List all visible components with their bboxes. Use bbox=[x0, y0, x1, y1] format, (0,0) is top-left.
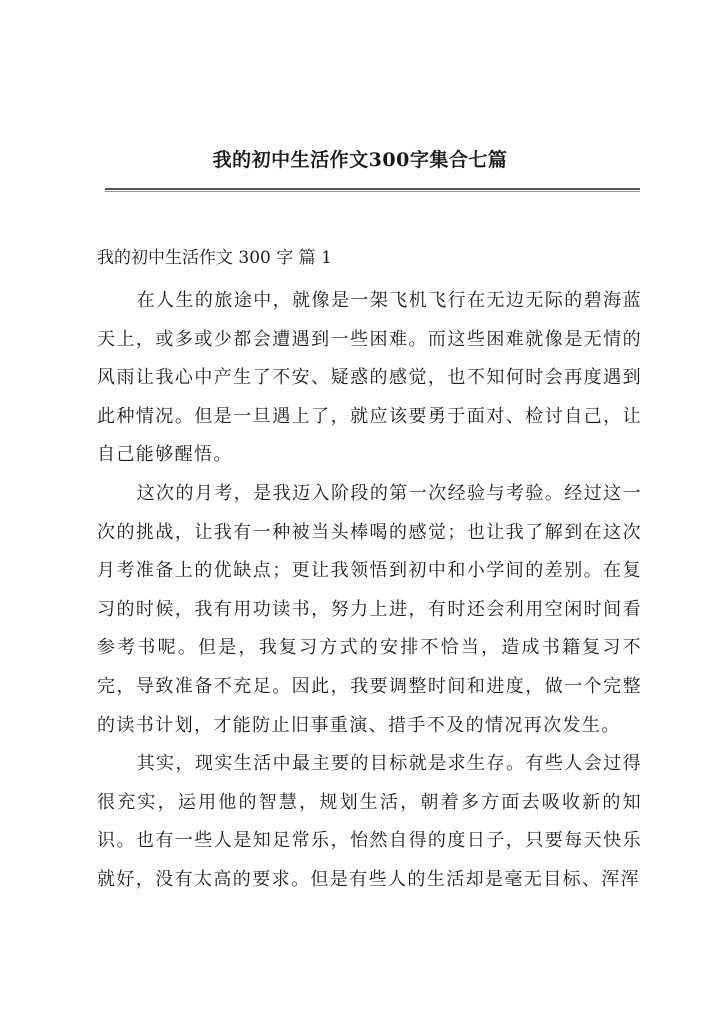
title-divider bbox=[105, 188, 640, 190]
paragraph: 在人生的旅途中，就像是一架飞机飞行在无边无际的碧海蓝天上，或多或少都会遭遇到一些困难。而这些困难就像是无情的风雨让我心中产生了不安、疑惑的感觉，也不知何时会再度遇到此种情况。但是一旦遇上了，就应该要勇于面对、检讨自己，让自己能够醒悟。 bbox=[97, 290, 642, 466]
paragraph: 其实，现实生活中最主要的目标就是求生存。有些人会过得很充实，运用他的智慧，规划生活，朝着多方面去吸收新的知识。也有一些人是知足常乐，怡然自得的度日子，只要每天快乐就好，没有太高的要求。但是有些人的生活却是毫无目标、浑浑 bbox=[97, 753, 642, 890]
section-heading: 我的初中生活作文 300 字 篇 1 bbox=[97, 248, 332, 268]
document-title: 我的初中生活作文300字集合七篇 bbox=[212, 149, 508, 171]
body-text bbox=[97, 282, 642, 900]
paragraph: 这次的月考，是我迈入阶段的第一次经验与考验。经过这一次的挑战，让我有一种被当头棒喝的感觉；也让我了解到在这次月考准备上的优缺点；更让我领悟到初中和小学间的差别。在复习的时候，我有用功读书，努力上进，有时还会利用空闲时间看参考书呢。但是，我复习方式的安排不恰当，造成书籍复习不完，导致准备不充足。因此，我要调整时间和进度，做一个完整的读书计划，才能防止旧事重演、措手不及的情况再次发生。 bbox=[97, 482, 642, 736]
